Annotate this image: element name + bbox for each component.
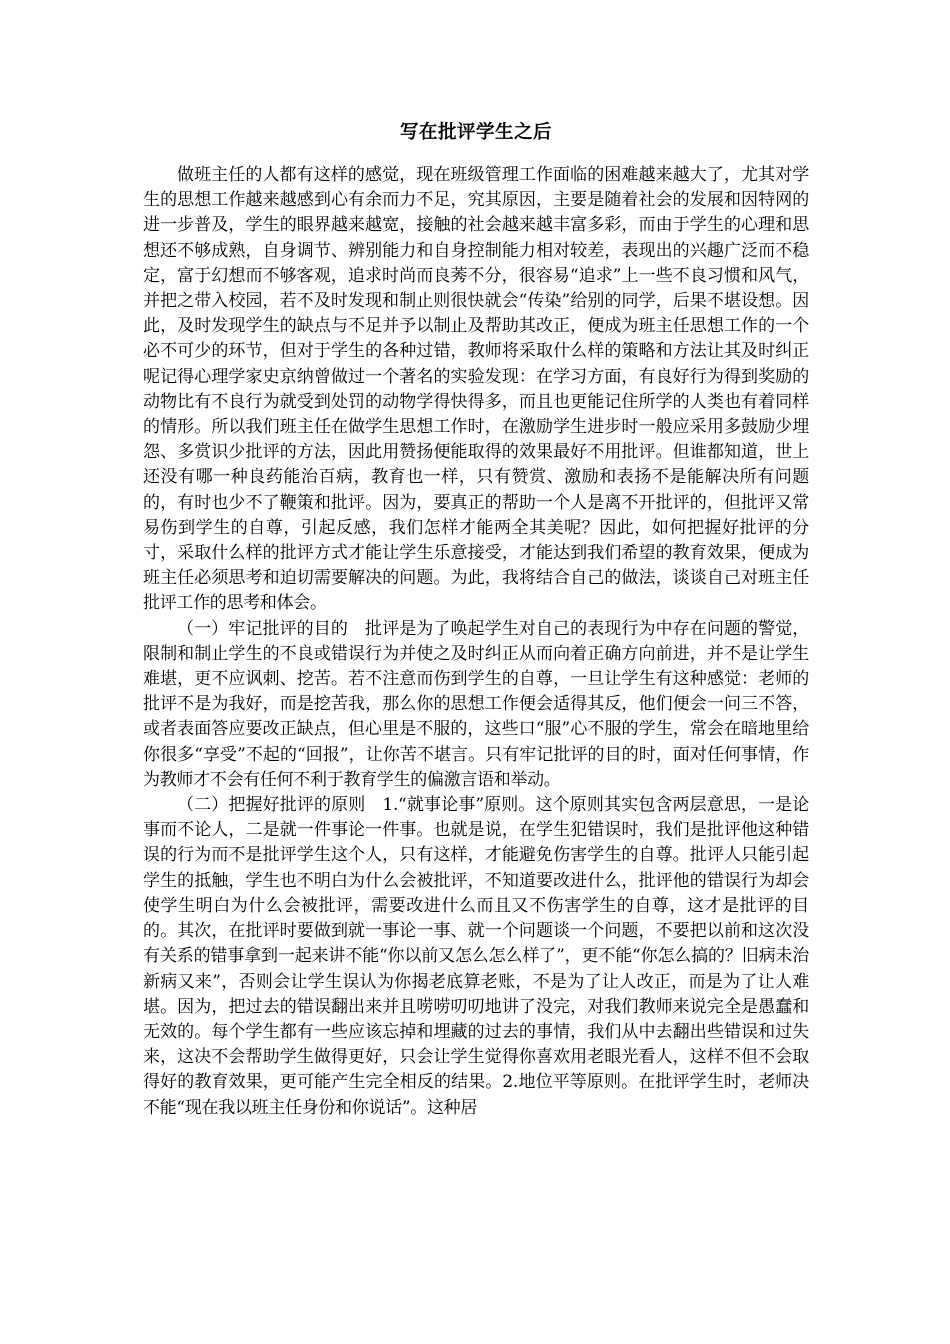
- document-body: [143, 163, 809, 1121]
- document-title: 写在批评学生之后: [399, 122, 552, 143]
- paragraph-section-1: （一）牢记批评的目的 批评是为了唤起学生对自己的表现行为中存在问题的警觉，限制和制止学生的不良或错误行为并使之及时纠正从而向着正确方向前进，并不是让学生难堪，更不应讽刺、挖苦。若不注意而伤到学生的自尊，一旦让学生有这种感觉：老师的批评不是为我好，而是挖苦我，那么你的思想工作便会适得其反，他们便会一问三不答，或者表面答应要改正缺点，但心里是不服的，这些口“服”心不服的学生，常会在暗地里给你很多“享受”不起的“回报”，让你苦不堪言。只有牢记批评的目的时，面对任何事情，作为教师才不会有任何不利于教育学生的偏激言语和举动。: [143, 618, 809, 790]
- document-page: [143, 118, 809, 1121]
- paragraph-section-2: （二）把握好批评的原则 1.“就事论事”原则。这个原则其实包含两层意思，一是论事而不论人，二是就一件事论一件事。也就是说，在学生犯错误时，我们是批评他这种错误的行为而不是批评学生这个人，只有这样，才能避免伤害学生的自尊。批评人只能引起学生的抵触，学生也不明白为什么会被批评，不知道要改进什么，批评他的错误行为却会使学生明白为什么会被批评，需要改进什么而且又不伤害学生的自尊，这才是批评的目的。其次，在批评时要做到就一事论一事、就一个问题谈一个问题，不要把以前和这次没有关系的错事拿到一起来讲不能“你以前又怎么怎么样了”，更不能“你怎么搞的？旧病未治新病又来”，否则会让学生误认为你揭老底算老账，不是为了让人改正，而是为了让人难堪。因为，把过去的错误翻出来并且唠唠叨叨地讲了没完，对我们教师来说完全是愚蠢和无效的。每个学生都有一些应该忘掉和埋藏的过去的事情，我们从中去翻出些错误和过失来，这决不会帮助学生做得更好，只会让学生觉得你喜欢用老眼光看人，这样不但不会取得好的教育效果，更可能产生完全相反的结果。2.地位平等原则。在批评学生时，老师决不能“现在我以班主任身份和你说话”。这种居: [143, 795, 809, 1118]
- paragraph-intro: 做班主任的人都有这样的感觉，现在班级管理工作面临的困难越来越大了，尤其对学生的思想工作越来越感到心有余而力不足，究其原因，主要是随着社会的发展和因特网的进一步普及，学生的眼界越来越宽，接触的社会越来越丰富多彩，而由于学生的心理和思想还不够成熟，自身调节、辨别能力和自身控制能力相对较差，表现出的兴趣广泛而不稳定，富于幻想而不够客观，追求时尚而良莠不分，很容易“追求”上一些不良习惯和风气，并把之带入校园，若不及时发现和制止则很快就会“传染”给别的同学，后果不堪设想。因此，及时发现学生的缺点与不足并予以制止及帮助其改正，便成为班主任思想工作的一个必不可少的环节，但对于学生的各种过错，教师将采取什么样的策略和方法让其及时纠正呢记得心理学家史京纳曾做过一个著名的实验发现：在学习方面，有良好行为得到奖励的动物比有不良行为就受到处罚的动物学得快得多，而且也更能记住所学的人类也有着同样的情形。所以我们班主任在做学生思想工作时，在激励学生进步时一般应采用多鼓励少埋怨、多赏识少批评的方法，因此用赞扬便能取得的效果最好不用批评。但谁都知道，世上还没有哪一种良药能治百病，教育也一样，只有赞赏、激励和表扬不是能解决所有问题的，有时也少不了鞭策和批评。因为，要真正的帮助一个人是离不开批评的，但批评又常易伤到学生的自尊，引起反感，我们怎样才能两全其美呢？因此，如何把握好批评的分寸，采取什么样的批评方式才能让学生乐意接受，才能达到我们希望的教育效果，便成为班主任必须思考和迫切需要解决的问题。为此，我将结合自己的做法，谈谈自己对班主任批评工作的思考和体会。: [143, 165, 809, 614]
